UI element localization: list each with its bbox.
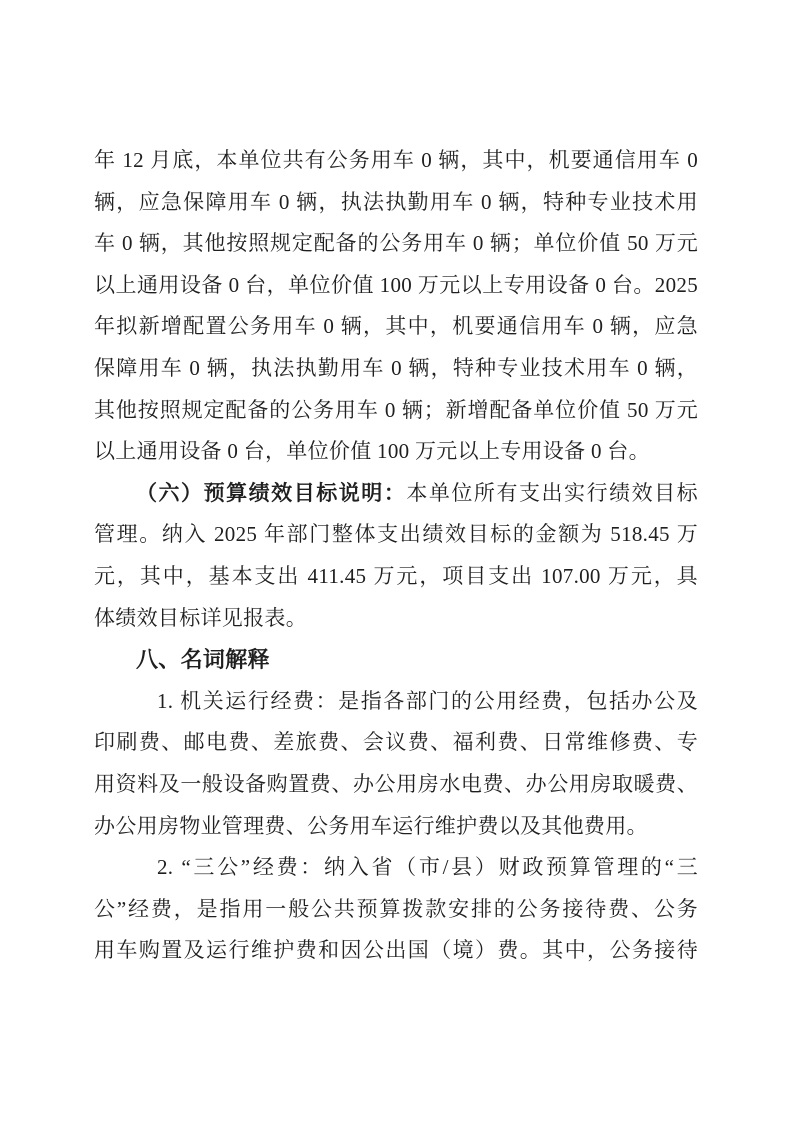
paragraph-vehicle-and-assets [94, 140, 698, 473]
text-line: 以上通用设备 0 台，单位价值 100 万元以上专用设备 0 台。2025 [94, 272, 698, 297]
text-line: 2. “三公”经费：纳入省（市/县）财政预算管理的“三 [157, 855, 698, 880]
text-line: 车 0 辆，其他按照规定配备的公务用车 0 辆；单位价值 50 万元 [94, 231, 698, 256]
text-line: 用车购置及运行维护费和因公出国（境）费。其中，公务接待 [94, 938, 698, 963]
text-line [94, 473, 698, 515]
text-line: 管理。纳入 2025 年部门整体支出绩效目标的金额为 518.45 万 [94, 522, 698, 547]
paragraph-term-agency-operating-costs [94, 681, 698, 847]
text-line: 年 12 月底，本单位共有公务用车 0 辆，其中，机要通信用车 0 [94, 148, 698, 172]
paragraph-term-three-public-funds [94, 847, 698, 972]
paragraph-lead-bold-label: （六）预算绩效目标说明： [136, 481, 407, 505]
text-line: 其他按照规定配备的公务用车 0 辆；新增配备单位价值 50 万元 [94, 397, 698, 422]
text-line: 保障用车 0 辆，执法执勤用车 0 辆，特种专业技术用车 0 辆， [94, 355, 698, 380]
text-line: 公”经费，是指用一般公共预算拨款安排的公务接待费、公务 [94, 896, 698, 921]
text-line: 印刷费、邮电费、差旅费、会议费、福利费、日常维修费、专 [94, 730, 698, 755]
text-line: 1. 机关运行经费：是指各部门的公用经费，包括办公及 [157, 688, 698, 713]
text-line: 以上通用设备 0 台，单位价值 100 万元以上专用设备 0 台。 [94, 439, 650, 464]
document-content [94, 140, 698, 972]
text-line: 用资料及一般设备购置费、办公用房水电费、办公用房取暖费、 [94, 771, 698, 796]
text-line: 元，其中，基本支出 411.45 万元，项目支出 107.00 万元，具 [94, 563, 698, 588]
section-heading-glossary: 八、名词解释 [136, 647, 270, 673]
text-line: 体绩效目标详见报表。 [94, 605, 307, 630]
text-line: 年拟新增配置公务用车 0 辆，其中，机要通信用车 0 辆，应急 [94, 314, 698, 339]
text-line: 办公用房物业管理费、公务用车运行维护费以及其他费用。 [94, 813, 648, 838]
paragraph-lead-text: 本单位所有支出实行绩效目标 [406, 480, 698, 505]
paragraph-budget-performance-targets [94, 473, 698, 639]
text-line: 辆，应急保障用车 0 辆，执法执勤用车 0 辆，特种专业技术用 [94, 189, 698, 214]
